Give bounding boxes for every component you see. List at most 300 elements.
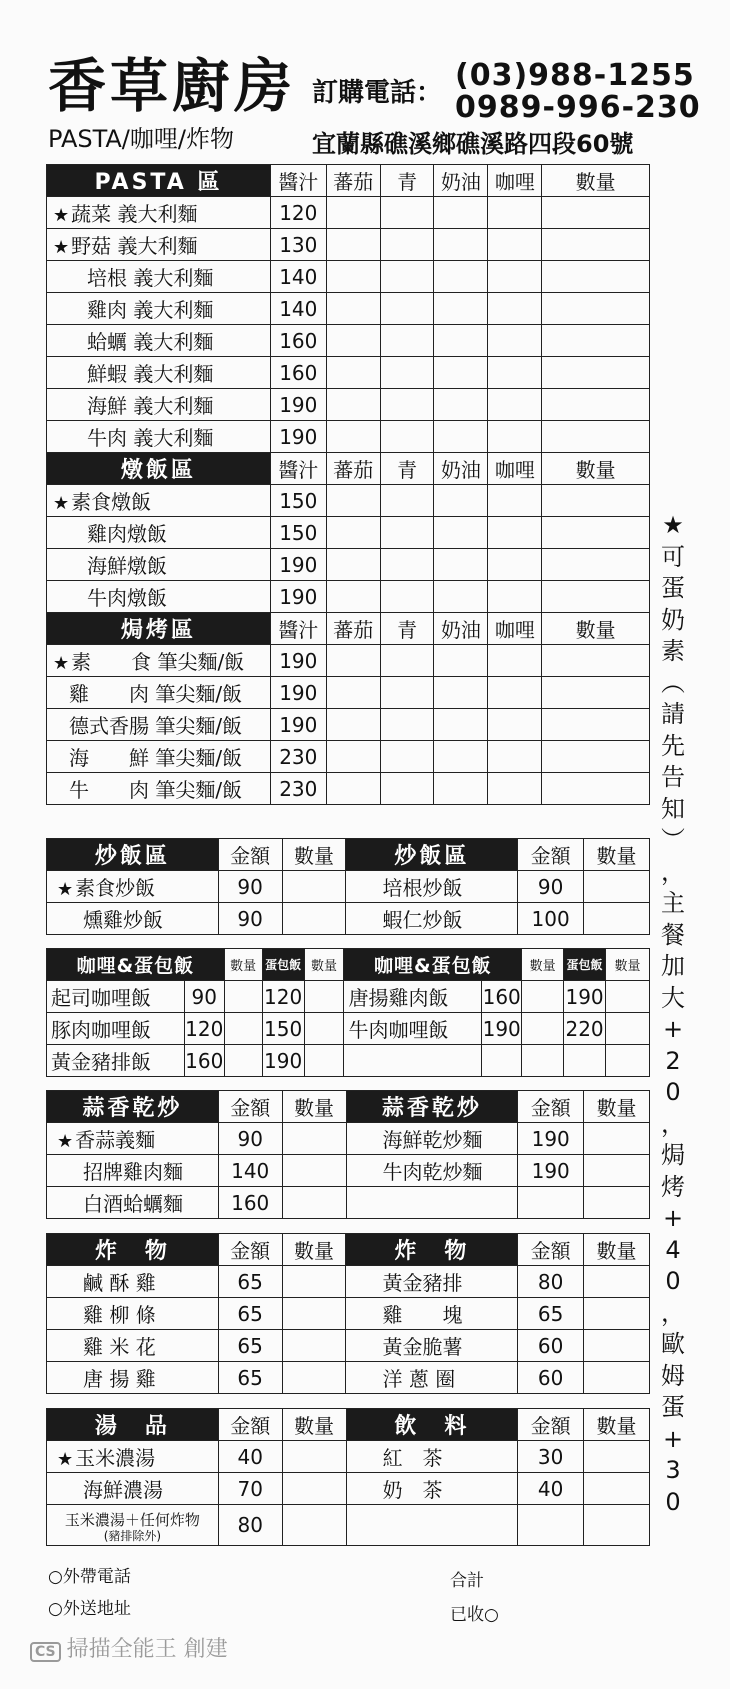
column-header: 數量 <box>606 949 650 981</box>
empty-cell <box>488 517 542 549</box>
empty-cell <box>282 1155 346 1187</box>
empty-cell <box>326 197 380 229</box>
column-header: 數量 <box>522 949 564 981</box>
item-label: 素食炒飯 <box>75 876 156 900</box>
section-header-left: 咖哩&蛋包飯 <box>47 949 225 981</box>
column-header: 蕃茄 <box>326 165 380 197</box>
empty-cell <box>380 389 434 421</box>
item-name: 豚肉咖哩飯 <box>47 1013 185 1045</box>
column-header: 蕃茄 <box>326 453 380 485</box>
empty-cell <box>282 1505 346 1546</box>
empty-cell <box>584 1362 650 1394</box>
table-row <box>47 981 650 1013</box>
soup-drink-table <box>46 1408 650 1546</box>
empty-cell <box>380 197 434 229</box>
item-price: 160 <box>482 981 522 1013</box>
table-row <box>47 709 650 741</box>
takeout-phone-label: ○外帶電話 <box>48 1567 131 1587</box>
item-label: 蝦仁炒飯 <box>382 908 463 932</box>
empty-cell <box>282 1330 346 1362</box>
item-label: 海鮮燉飯 <box>87 554 167 578</box>
item-name <box>47 197 271 229</box>
column-header: 數量 <box>282 839 346 871</box>
empty-cell <box>542 517 650 549</box>
side-note-char: ， <box>661 857 685 886</box>
column-header: 蛋包飯 <box>564 949 606 981</box>
empty-cell <box>326 709 380 741</box>
empty-cell <box>434 709 488 741</box>
empty-cell <box>346 1187 518 1219</box>
star-icon: ★ <box>53 493 70 514</box>
empty-cell <box>380 709 434 741</box>
side-note-char: ︶ <box>661 826 685 854</box>
table-row <box>47 903 650 935</box>
item-price: 65 <box>218 1330 282 1362</box>
empty-cell <box>380 325 434 357</box>
empty-cell <box>488 709 542 741</box>
empty-cell <box>434 741 488 773</box>
empty-cell <box>542 581 650 613</box>
table-row <box>47 645 650 677</box>
phone-number-2: 0989-996-230 <box>455 90 701 125</box>
empty-cell <box>488 421 542 453</box>
side-note-char: + <box>662 1015 684 1043</box>
table-row <box>47 1045 650 1077</box>
star-icon: ★ <box>53 653 70 674</box>
empty-cell <box>434 229 488 261</box>
empty-cell <box>488 325 542 357</box>
item-name <box>47 517 271 549</box>
item-price: 80 <box>518 1266 584 1298</box>
empty-cell <box>482 1045 522 1077</box>
column-header: 數量 <box>282 1091 346 1123</box>
phone-number-1: (03)988-1255 <box>455 58 695 93</box>
empty-cell <box>488 197 542 229</box>
table-row <box>47 1091 650 1123</box>
empty-cell <box>584 1473 650 1505</box>
empty-cell <box>344 1045 482 1077</box>
side-note-char: 可 <box>661 542 685 571</box>
side-note-char: 請 <box>661 700 685 728</box>
column-header: 數量 <box>584 1409 650 1441</box>
section-header-left: 湯 品 <box>47 1409 219 1441</box>
empty-cell <box>542 229 650 261</box>
column-header: 青 <box>380 165 434 197</box>
section-header-right: 飲 料 <box>346 1409 518 1441</box>
empty-cell <box>584 1187 650 1219</box>
column-header: 青 <box>380 453 434 485</box>
scanner-watermark <box>30 1632 228 1663</box>
item-price: 40 <box>218 1441 282 1473</box>
column-header: 金額 <box>518 1234 584 1266</box>
table-row <box>47 197 650 229</box>
empty-cell <box>326 677 380 709</box>
column-header: 數量 <box>542 453 650 485</box>
star-icon: ★ <box>57 1131 74 1152</box>
empty-cell <box>522 981 564 1013</box>
column-header: 蕃茄 <box>326 613 380 645</box>
column-header: 金額 <box>518 1091 584 1123</box>
item-label: 黃金脆薯 <box>382 1335 463 1359</box>
empty-cell <box>380 229 434 261</box>
item-price: 90 <box>218 871 282 903</box>
section-header-right: 炸 物 <box>346 1234 518 1266</box>
column-header: 數量 <box>584 839 650 871</box>
section-header-right: 蒜香乾炒 <box>346 1091 518 1123</box>
item-name: 起司咖哩飯 <box>47 981 185 1013</box>
item-name <box>47 773 271 805</box>
table-row <box>47 453 650 485</box>
table-row <box>47 325 650 357</box>
item-label: 牛 肉 筆尖麵/飯 <box>69 778 243 802</box>
empty-cell <box>434 645 488 677</box>
section-header-left: 炒飯區 <box>47 839 219 871</box>
curry-table <box>46 948 650 1077</box>
empty-cell <box>488 293 542 325</box>
item-price: 70 <box>218 1473 282 1505</box>
section-header-left: 蒜香乾炒 <box>47 1091 219 1123</box>
item-price: 230 <box>270 741 326 773</box>
item-price: 65 <box>518 1298 584 1330</box>
item-label: 雞 柳 條 <box>83 1303 156 1327</box>
empty-cell <box>434 261 488 293</box>
omelet-price: 190 <box>564 981 606 1013</box>
empty-cell <box>326 517 380 549</box>
column-header: 數量 <box>542 613 650 645</box>
item-label: 燻雞炒飯 <box>83 908 163 932</box>
empty-cell <box>326 261 380 293</box>
item-price: 190 <box>270 549 326 581</box>
empty-cell <box>434 677 488 709</box>
column-header: 數量 <box>584 1091 650 1123</box>
side-note-char: + <box>662 1204 684 1232</box>
item-label: 海鮮乾炒麵 <box>382 1128 483 1152</box>
column-header: 金額 <box>218 1234 282 1266</box>
item-label: 洋 蔥 圈 <box>382 1367 456 1391</box>
section-header-right: 炒飯區 <box>346 839 518 871</box>
item-name <box>47 357 271 389</box>
column-header: 蛋包飯 <box>262 949 304 981</box>
side-note-char: 主 <box>661 889 685 917</box>
phone-label: 訂購電話： <box>312 78 443 108</box>
column-header: 金額 <box>518 839 584 871</box>
item-label: 雞 米 花 <box>83 1335 156 1359</box>
column-header: 數量 <box>542 165 650 197</box>
item-name <box>47 389 271 421</box>
side-note-char: 先 <box>661 731 685 760</box>
empty-cell <box>488 261 542 293</box>
item-label: 牛肉燉飯 <box>87 586 167 610</box>
empty-cell <box>584 1155 650 1187</box>
column-header: 金額 <box>218 839 282 871</box>
table-row <box>47 357 650 389</box>
item-price: 100 <box>518 903 584 935</box>
empty-cell <box>522 1013 564 1045</box>
item-name <box>47 1123 219 1155</box>
delivery-address-label: ○外送地址 <box>48 1599 131 1619</box>
table-row <box>47 549 650 581</box>
item-name <box>47 741 271 773</box>
empty-cell <box>542 421 650 453</box>
empty-cell <box>542 709 650 741</box>
empty-cell <box>564 1045 606 1077</box>
empty-cell <box>224 1045 262 1077</box>
item-price: 65 <box>218 1298 282 1330</box>
star-icon: ★ <box>57 1449 74 1470</box>
star-icon: ★ <box>57 879 74 900</box>
empty-cell <box>282 1473 346 1505</box>
combo-note: (豬排除外) <box>103 1528 162 1543</box>
empty-cell <box>584 1505 650 1546</box>
star-icon: ★ <box>53 205 70 226</box>
empty-cell <box>326 389 380 421</box>
empty-cell <box>542 325 650 357</box>
item-name <box>346 903 518 935</box>
table-row <box>47 741 650 773</box>
empty-cell <box>326 357 380 389</box>
table-row <box>47 261 650 293</box>
side-note <box>658 510 688 1518</box>
empty-cell <box>224 981 262 1013</box>
item-name <box>47 293 271 325</box>
table-row <box>47 1473 650 1505</box>
side-note-char: 30 <box>665 1456 681 1516</box>
empty-cell <box>542 741 650 773</box>
empty-cell <box>380 645 434 677</box>
empty-cell <box>380 357 434 389</box>
item-name <box>47 229 271 261</box>
item-price: 140 <box>270 293 326 325</box>
empty-cell <box>282 1123 346 1155</box>
item-price: 230 <box>270 773 326 805</box>
empty-cell <box>380 421 434 453</box>
received-label: 已收○ <box>450 1605 499 1625</box>
empty-cell <box>380 741 434 773</box>
empty-cell <box>542 293 650 325</box>
item-name <box>346 1298 518 1330</box>
fried-food-table <box>46 1233 650 1394</box>
item-price: 190 <box>518 1155 584 1187</box>
item-name <box>47 1155 219 1187</box>
empty-cell <box>434 549 488 581</box>
column-header: 咖哩 <box>488 165 542 197</box>
item-price: 190 <box>270 581 326 613</box>
empty-cell <box>326 229 380 261</box>
item-label: 牛肉 義大利麵 <box>87 426 214 450</box>
empty-cell <box>434 293 488 325</box>
item-name <box>346 1441 518 1473</box>
table-row <box>47 773 650 805</box>
item-name <box>346 1155 518 1187</box>
column-header: 咖哩 <box>488 613 542 645</box>
item-price: 120 <box>184 1013 224 1045</box>
empty-cell <box>542 485 650 517</box>
empty-cell <box>434 517 488 549</box>
table-row <box>47 1187 650 1219</box>
table-row <box>47 613 650 645</box>
item-price: 190 <box>270 677 326 709</box>
item-price: 140 <box>218 1155 282 1187</box>
side-note-char: 烤 <box>661 1172 685 1201</box>
item-price: 190 <box>270 645 326 677</box>
item-label: 香蒜義麵 <box>75 1128 156 1152</box>
empty-cell <box>542 357 650 389</box>
item-name <box>47 1473 219 1505</box>
empty-cell <box>488 229 542 261</box>
item-price: 160 <box>270 357 326 389</box>
item-name <box>47 1441 219 1473</box>
section-header-pasta: PASTA 區 <box>47 165 271 197</box>
item-name <box>346 1473 518 1505</box>
item-name <box>47 581 271 613</box>
item-label: 蛤蠣 義大利麵 <box>87 330 214 354</box>
table-row <box>47 1330 650 1362</box>
column-header: 數量 <box>224 949 262 981</box>
empty-cell <box>584 871 650 903</box>
watermark-text: 掃描全能王 創建 <box>66 1637 228 1662</box>
table-row <box>47 1505 650 1546</box>
item-price: 30 <box>518 1441 584 1473</box>
item-label: 素 食 筆尖麵/飯 <box>71 650 245 674</box>
fried-rice-table <box>46 838 650 935</box>
empty-cell <box>584 1330 650 1362</box>
empty-cell <box>326 549 380 581</box>
shop-title: 香草廚房 <box>48 52 297 120</box>
item-price: 120 <box>270 197 326 229</box>
column-header: 醬汁 <box>270 165 326 197</box>
item-label: 唐 揚 雞 <box>83 1367 156 1391</box>
empty-cell <box>304 981 344 1013</box>
omelet-price: 120 <box>262 981 304 1013</box>
column-header: 奶油 <box>434 165 488 197</box>
column-header: 數量 <box>282 1409 346 1441</box>
item-name <box>47 1330 219 1362</box>
item-name <box>47 709 271 741</box>
side-note-char: ︵ <box>661 668 685 697</box>
column-header: 醬汁 <box>270 453 326 485</box>
column-header: 金額 <box>218 1091 282 1123</box>
item-price: 190 <box>270 709 326 741</box>
table-row <box>47 677 650 709</box>
empty-cell <box>346 1505 518 1546</box>
item-label: 素食燉飯 <box>71 490 152 514</box>
empty-cell <box>522 1045 564 1077</box>
item-name <box>346 1266 518 1298</box>
empty-cell <box>542 389 650 421</box>
table-row <box>47 1155 650 1187</box>
table-row <box>47 581 650 613</box>
empty-cell <box>304 1013 344 1045</box>
side-note-char: 40 <box>665 1235 681 1295</box>
empty-cell <box>326 773 380 805</box>
item-price: 60 <box>518 1362 584 1394</box>
empty-cell <box>326 421 380 453</box>
item-label: 野菇 義大利麵 <box>71 234 198 258</box>
item-price: 60 <box>518 1330 584 1362</box>
table-row <box>47 165 650 197</box>
item-label: 鹹 酥 雞 <box>83 1271 156 1295</box>
item-name <box>47 261 271 293</box>
empty-cell <box>282 1362 346 1394</box>
item-price: 160 <box>270 325 326 357</box>
empty-cell <box>304 1045 344 1077</box>
garlic-table <box>46 1090 650 1219</box>
column-header: 數量 <box>584 1234 650 1266</box>
item-price: 160 <box>218 1187 282 1219</box>
item-price: 190 <box>518 1123 584 1155</box>
item-name <box>47 325 271 357</box>
column-header: 數量 <box>282 1234 346 1266</box>
empty-cell <box>488 645 542 677</box>
cs-logo-icon: CS <box>30 1642 61 1662</box>
item-name <box>346 1123 518 1155</box>
item-name <box>47 421 271 453</box>
empty-cell <box>380 485 434 517</box>
item-label: 德式香腸 筆尖麵/飯 <box>69 714 243 738</box>
section-header-right: 咖哩&蛋包飯 <box>344 949 522 981</box>
column-header: 醬汁 <box>270 613 326 645</box>
empty-cell <box>434 773 488 805</box>
empty-cell <box>282 871 346 903</box>
empty-cell <box>326 325 380 357</box>
empty-cell <box>488 485 542 517</box>
empty-cell <box>488 581 542 613</box>
empty-cell <box>434 357 488 389</box>
table-row <box>47 1234 650 1266</box>
empty-cell <box>326 293 380 325</box>
side-note-char: 餐 <box>661 920 685 949</box>
side-note-char: 歐 <box>661 1330 685 1358</box>
empty-cell <box>488 389 542 421</box>
item-price: 140 <box>270 261 326 293</box>
item-price: 190 <box>482 1013 522 1045</box>
side-note-char: 焗 <box>661 1141 685 1169</box>
item-label: 培根炒飯 <box>382 876 463 900</box>
star-icon: ★ <box>662 511 684 539</box>
item-name <box>47 903 219 935</box>
empty-cell <box>488 773 542 805</box>
empty-cell <box>282 1298 346 1330</box>
empty-cell <box>326 741 380 773</box>
side-note-char: 加 <box>661 952 685 980</box>
item-name: 黃金豬排飯 <box>47 1045 185 1077</box>
item-name <box>47 1266 219 1298</box>
item-price: 40 <box>518 1473 584 1505</box>
item-name <box>47 677 271 709</box>
table-row <box>47 1441 650 1473</box>
section-header-left: 炸 物 <box>47 1234 219 1266</box>
empty-cell <box>542 773 650 805</box>
item-name: 牛肉咖哩飯 <box>344 1013 482 1045</box>
table-row <box>47 229 650 261</box>
item-name <box>346 871 518 903</box>
item-price: 150 <box>270 485 326 517</box>
side-note-char: ， <box>661 1298 685 1327</box>
item-name: 唐揚雞肉飯 <box>344 981 482 1013</box>
item-label: 紅 茶 <box>382 1446 443 1470</box>
empty-cell <box>542 645 650 677</box>
side-note-char: 蛋 <box>661 574 685 602</box>
item-price: 190 <box>270 421 326 453</box>
empty-cell <box>606 1045 650 1077</box>
total-label: 合計 <box>450 1571 484 1591</box>
item-label: 蔬菜 義大利麵 <box>71 202 198 226</box>
item-price: 90 <box>218 1123 282 1155</box>
table-row <box>47 949 650 981</box>
item-name <box>47 871 219 903</box>
empty-cell <box>326 581 380 613</box>
item-label: 玉米濃湯 <box>75 1446 156 1470</box>
